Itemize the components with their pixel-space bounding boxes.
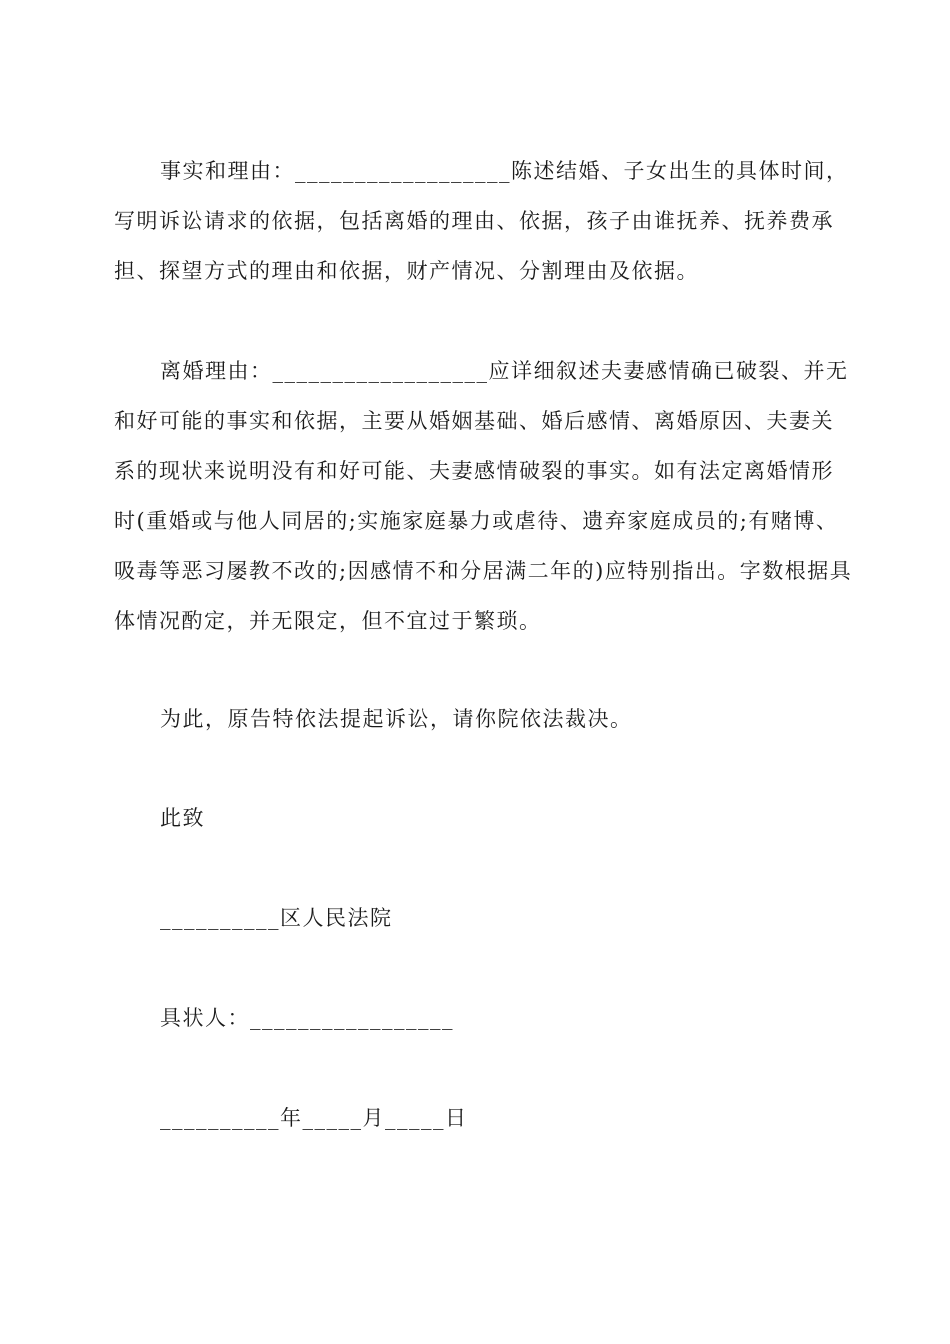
divorce-reason-paragraph: 离婚理由：__________________应详细叙述夫妻感情确已破裂、并无和好可能的事实和依据，主要从婚姻基础、婚后感情、离婚原因、夫妻关系的现状来说明没有和好可能、夫妻感情破裂的事实。如有法定离婚情形时(重婚或与他人同居的;实施家庭暴力或虐待、遗弃家庭成员的;有赌博、吸毒等恶习屡教不改的;因感情不和分居满二年的)应特别指出。字数根据具体情况酌定，并无限定，但不宜过于繁琐。: [114, 359, 853, 633]
salutation: 此致: [160, 806, 205, 830]
court-line: __________区人民法院: [160, 906, 393, 930]
facts-paragraph: 事实和理由：__________________陈述结婚、子女出生的具体时间，写明诉讼请求的依据，包括离婚的理由、依据，孩子由谁抚养、抚养费承担、探望方式的理由和依据，财产情况、分割理由及依据。: [114, 159, 849, 283]
plaintiff-signature-line: 具状人：_________________: [160, 1006, 454, 1030]
request-line: 为此，原告特依法提起诉讼，请你院依法裁决。: [160, 707, 633, 731]
date-line: __________年_____月_____日: [160, 1106, 468, 1130]
